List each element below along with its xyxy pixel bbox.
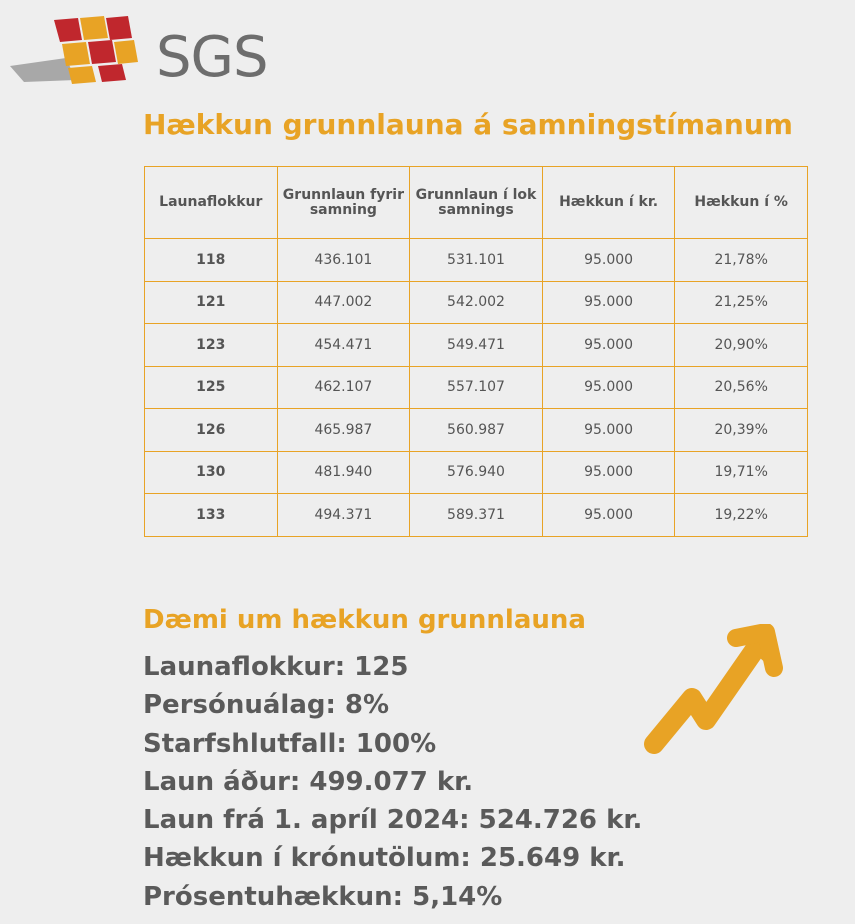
cell-base-before: 447.002	[277, 281, 410, 324]
sgs-logo-mark	[10, 14, 150, 86]
cell-base-after: 531.101	[410, 239, 543, 282]
cell-increase-pct: 19,71%	[675, 451, 808, 494]
cell-increase-kr: 95.000	[542, 451, 675, 494]
cell-base-before: 465.987	[277, 409, 410, 452]
trend-up-arrow-icon	[640, 624, 790, 764]
cell-base-before: 436.101	[277, 239, 410, 282]
cell-increase-kr: 95.000	[542, 239, 675, 282]
table-row	[145, 239, 808, 282]
cell-base-before: 481.940	[277, 451, 410, 494]
table-header-row	[145, 167, 808, 239]
table-row	[145, 451, 808, 494]
cell-base-before: 462.107	[277, 366, 410, 409]
col-header-increase-kr: Hækkun í kr.	[542, 167, 675, 239]
table-row	[145, 281, 808, 324]
page-title: Hækkun grunnlauna á samningstímanum	[143, 108, 793, 141]
table-row	[145, 324, 808, 367]
cell-category: 121	[145, 281, 278, 324]
cell-category: 126	[145, 409, 278, 452]
cell-increase-pct: 21,25%	[675, 281, 808, 324]
cell-base-after: 542.002	[410, 281, 543, 324]
col-header-base-after: Grunnlaun í lok samnings	[410, 167, 543, 239]
wage-table	[144, 166, 808, 537]
col-header-category: Launaflokkur	[145, 167, 278, 239]
cell-increase-kr: 95.000	[542, 409, 675, 452]
cell-category: 130	[145, 451, 278, 494]
cell-increase-pct: 21,78%	[675, 239, 808, 282]
example-line-category: Launaflokkur: 125	[143, 652, 409, 682]
cell-category: 123	[145, 324, 278, 367]
cell-base-after: 576.940	[410, 451, 543, 494]
col-header-base-before: Grunnlaun fyrir samning	[277, 167, 410, 239]
cell-base-before: 454.471	[277, 324, 410, 367]
cell-category: 125	[145, 366, 278, 409]
cell-increase-pct: 20,56%	[675, 366, 808, 409]
table-row	[145, 409, 808, 452]
cell-increase-kr: 95.000	[542, 366, 675, 409]
cell-base-after: 589.371	[410, 494, 543, 537]
cell-increase-pct: 20,39%	[675, 409, 808, 452]
cell-base-after: 557.107	[410, 366, 543, 409]
example-line-wage-after: Laun frá 1. apríl 2024: 524.726 kr.	[143, 805, 643, 836]
col-header-increase-pct: Hækkun í %	[675, 167, 808, 239]
cell-base-before: 494.371	[277, 494, 410, 537]
cell-category: 133	[145, 494, 278, 537]
cell-base-after: 549.471	[410, 324, 543, 367]
cell-increase-pct: 19,22%	[675, 494, 808, 537]
example-line-employment-ratio: Starfshlutfall: 100%	[143, 728, 437, 759]
logo-text: SGS	[156, 25, 268, 90]
example-line-personal-bonus: Persónuálag: 8%	[143, 690, 390, 721]
example-line-increase-kr: Hækkun í krónutölum: 25.649 kr.	[143, 843, 626, 874]
example-title: Dæmi um hækkun grunnlauna	[143, 605, 586, 635]
table-row	[145, 366, 808, 409]
cell-base-after: 560.987	[410, 409, 543, 452]
cell-increase-kr: 95.000	[542, 324, 675, 367]
sgs-logo	[10, 14, 280, 90]
cell-increase-pct: 20,90%	[675, 324, 808, 367]
cell-increase-kr: 95.000	[542, 281, 675, 324]
example-list	[143, 648, 642, 916]
cell-increase-kr: 95.000	[542, 494, 675, 537]
table-row	[145, 494, 808, 537]
example-line-wage-before: Laun áður: 499.077 kr.	[143, 766, 474, 797]
example-line-increase-pct: Prósentuhækkun: 5,14%	[143, 881, 503, 912]
cell-category: 118	[145, 239, 278, 282]
